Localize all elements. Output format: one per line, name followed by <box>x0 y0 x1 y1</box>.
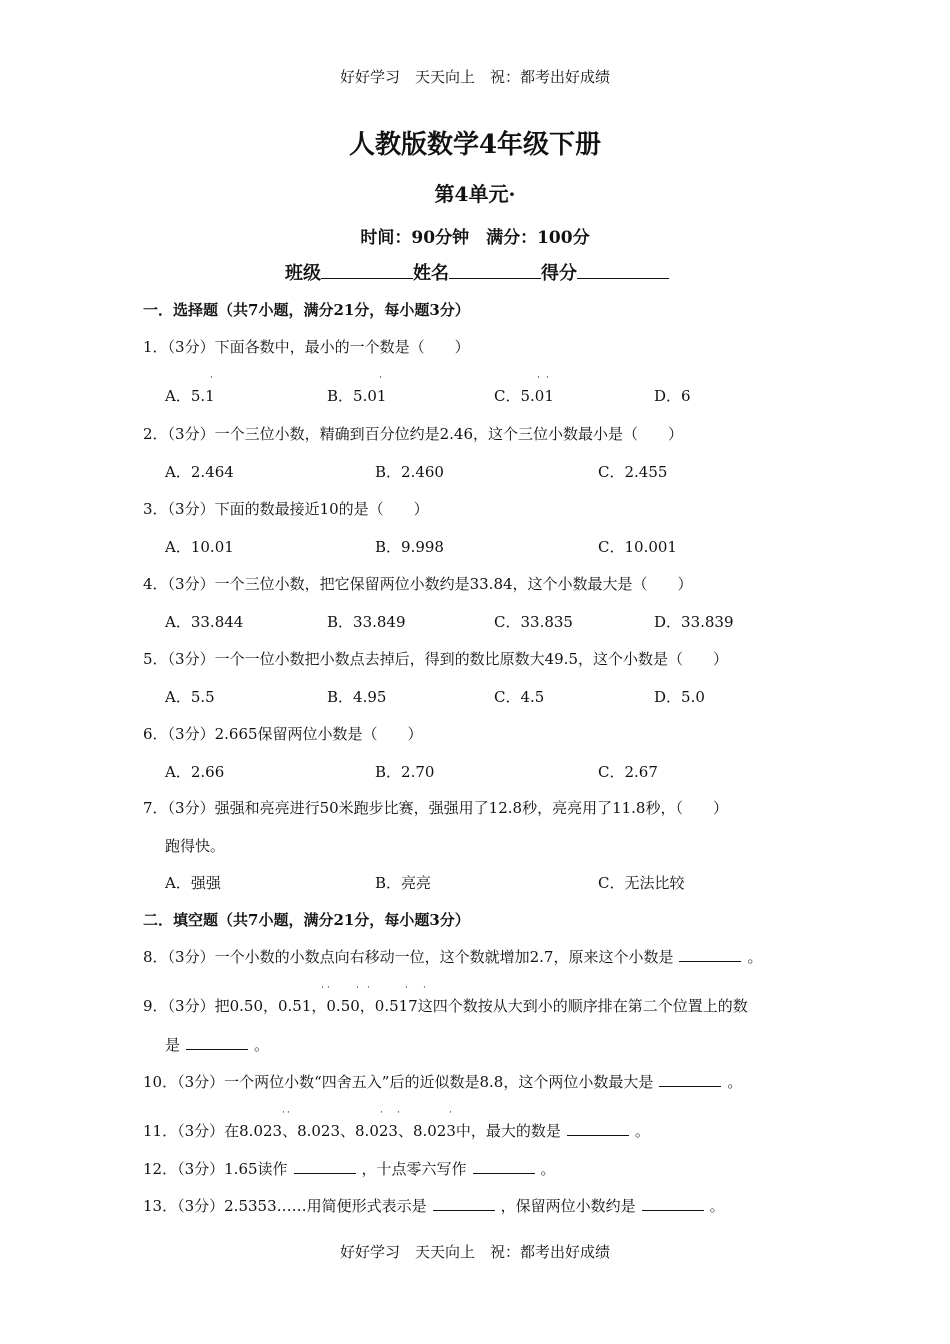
repeating-dot: · <box>367 983 370 993</box>
q5-option-a[interactable]: A．5.5 <box>165 688 215 706</box>
question-6: 6．（3分）2.665保留两位小数是（ ） <box>143 725 423 743</box>
repeating-dot: · <box>405 983 408 993</box>
repeating-dot: · <box>287 1108 290 1118</box>
q7-option-a[interactable]: A．强强 <box>165 874 221 892</box>
repeating-dot: · <box>321 983 324 993</box>
section-fill-title: 二．填空题（共7小题，满分21分，每小题3分） <box>143 911 470 929</box>
q10-answer-blank[interactable] <box>659 1072 721 1087</box>
class-label: 班级 <box>285 263 321 284</box>
q13-answer-blank-1[interactable] <box>433 1196 495 1211</box>
q8-end: 。 <box>747 948 763 966</box>
q13-text: 13．（3分）2.5353……用简便形式表示是 <box>143 1197 427 1215</box>
q7-option-c[interactable]: C．无法比较 <box>598 874 685 892</box>
q11-text: 11．（3分）在8.023、8.023、8.023、8.023中，最大的数是 <box>143 1122 561 1140</box>
q5-option-d[interactable]: D．5.0 <box>654 688 705 706</box>
q6-option-b[interactable]: B．2.70 <box>375 763 435 781</box>
question-4: 4．（3分）一个三位小数，把它保留两位小数约是33.84，这个小数最大是（ ） <box>143 575 693 593</box>
q4-option-c[interactable]: C．33.835 <box>494 613 573 631</box>
question-1: 1．（3分）下面各数中，最小的一个数是（ ） <box>143 338 470 356</box>
q13-mid: ，保留两位小数约是 <box>500 1197 636 1215</box>
question-5: 5．（3分）一个一位小数把小数点去掉后，得到的数比原数大49.5，这个小数是（ ） <box>143 650 728 668</box>
repeating-dot: · <box>537 373 540 383</box>
q4-option-b[interactable]: B．33.849 <box>327 613 406 631</box>
q3-option-b[interactable]: B．9.998 <box>375 538 444 556</box>
q6-option-a[interactable]: A．2.66 <box>165 763 225 781</box>
page-header: 好好学习 天天向上 祝：都考出好成绩 <box>339 68 610 86</box>
q12-answer-blank-1[interactable] <box>294 1159 356 1174</box>
repeating-dot: · <box>327 983 330 993</box>
repeating-dot: · <box>380 1108 383 1118</box>
repeating-dot: · <box>397 1108 400 1118</box>
page-title: 人教版数学4年级下册 <box>348 130 602 160</box>
q12-text: 12．（3分）1.65读作 <box>143 1160 288 1178</box>
question-9: 9．（3分）把0.50，0.51，0.50，0.517这四个数按从大到小的顺序排在第二个位置上的数 <box>143 997 748 1015</box>
q1-option-a[interactable]: A．5.1 <box>165 387 215 405</box>
q9-answer-blank[interactable] <box>186 1035 248 1050</box>
q7-option-b[interactable]: B．亮亮 <box>375 874 432 892</box>
q9-end: 。 <box>254 1036 270 1054</box>
repeating-dot: · <box>423 983 426 993</box>
q12-end: 。 <box>540 1160 556 1178</box>
question-2: 2．（3分）一个三位小数，精确到百分位约是2.46，这个三位小数最小是（ ） <box>143 425 683 443</box>
question-3: 3．（3分）下面的数最接近10的是（ ） <box>143 500 429 518</box>
unit-subtitle: 第4单元· <box>434 182 516 206</box>
question-12 <box>143 1158 556 1179</box>
question-10 <box>143 1071 742 1092</box>
q8-answer-blank[interactable] <box>679 947 741 962</box>
question-7-continued: 跑得快。 <box>165 837 226 855</box>
q12-answer-blank-2[interactable] <box>473 1159 535 1174</box>
q13-answer-blank-2[interactable] <box>642 1196 704 1211</box>
q3-option-c[interactable]: C．10.001 <box>598 538 677 556</box>
q4-option-a[interactable]: A．33.844 <box>165 613 244 631</box>
repeating-dot: · <box>210 373 213 383</box>
q6-option-c[interactable]: C．2.67 <box>598 763 658 781</box>
q4-option-d[interactable]: D．33.839 <box>654 613 734 631</box>
q3-option-a[interactable]: A．10.01 <box>165 538 234 556</box>
q9-line2-text: 是 <box>165 1036 181 1054</box>
q5-option-b[interactable]: B．4.95 <box>327 688 387 706</box>
score-label: 得分 <box>541 263 577 284</box>
question-13 <box>143 1195 725 1216</box>
time-score-line: 时间：90分钟 满分：100分 <box>360 228 590 248</box>
name-label: 姓名 <box>413 263 449 284</box>
q2-option-b[interactable]: B．2.460 <box>375 463 444 481</box>
q10-text: 10．（3分）一个两位小数“四舍五入”后的近似数是8.8，这个两位小数最大是 <box>143 1073 654 1091</box>
q1-option-d[interactable]: D．6 <box>654 387 691 405</box>
q2-option-a[interactable]: A．2.464 <box>165 463 234 481</box>
q12-mid: ，十点零六写作 <box>361 1160 467 1178</box>
student-info-line <box>285 259 669 285</box>
q11-answer-blank[interactable] <box>567 1121 629 1136</box>
repeating-dot: · <box>356 983 359 993</box>
q8-text: 8．（3分）一个小数的小数点向右移动一位，这个数就增加2.7，原来这个小数是 <box>143 948 674 966</box>
repeating-dot: · <box>449 1108 452 1118</box>
q13-end: 。 <box>709 1197 725 1215</box>
repeating-dot: · <box>282 1108 285 1118</box>
q1-option-c[interactable]: C．5.01 <box>494 387 554 405</box>
question-9-line-2 <box>165 1034 269 1055</box>
q10-end: 。 <box>727 1073 743 1091</box>
class-blank[interactable] <box>321 262 413 279</box>
q5-option-c[interactable]: C．4.5 <box>494 688 545 706</box>
page-footer: 好好学习 天天向上 祝：都考出好成绩 <box>339 1243 610 1261</box>
question-8 <box>143 946 762 967</box>
repeating-dot: · <box>379 373 382 383</box>
repeating-dot: · <box>546 373 549 383</box>
name-blank[interactable] <box>449 262 541 279</box>
score-blank[interactable] <box>577 262 669 279</box>
question-11 <box>143 1120 650 1141</box>
q11-end: 。 <box>634 1122 650 1140</box>
question-7: 7．（3分）强强和亮亮进行50米跑步比赛，强强用了12.8秒，亮亮用了11.8秒，（ ） <box>143 799 728 817</box>
section-choice-title: 一．选择题（共7小题，满分21分，每小题3分） <box>143 301 470 319</box>
q1-option-b[interactable]: B．5.01 <box>327 387 387 405</box>
q2-option-c[interactable]: C．2.455 <box>598 463 668 481</box>
